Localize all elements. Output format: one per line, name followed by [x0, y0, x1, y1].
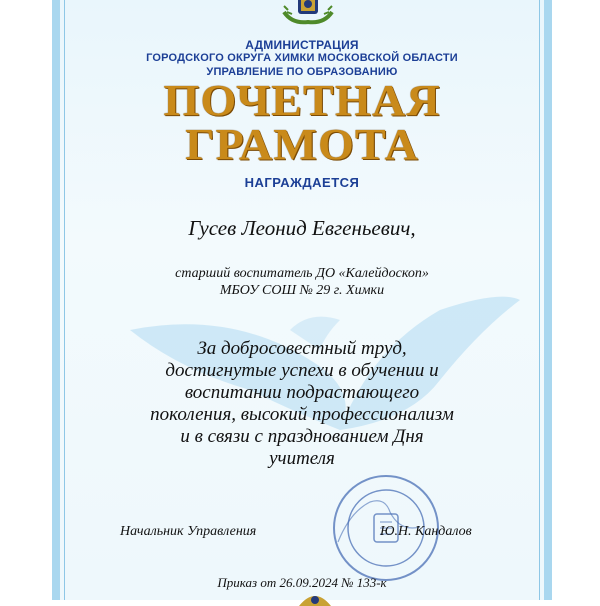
- reason-line: достигнутые успехи в обучении и: [165, 360, 439, 381]
- signature-name: Ю.Н. Кандалов: [380, 524, 472, 539]
- title-line-2: ГРАМОТА: [185, 120, 419, 169]
- recipient-name: Гусев Леонид Евгеньевич,: [188, 216, 416, 240]
- reason-line: учителя: [269, 448, 335, 469]
- bottom-emblem-icon: [295, 586, 335, 606]
- recipient-school: МБОУ СОШ № 29 г. Химки: [219, 283, 385, 298]
- coat-of-arms-icon: [278, 0, 338, 26]
- recipient-position: старший воспитатель ДО «Калейдоскоп»: [175, 266, 429, 281]
- awarded-label: НАГРАЖДАЕТСЯ: [244, 175, 360, 190]
- reason-line: воспитании подрастающего: [184, 382, 420, 403]
- header-administration: АДМИНИСТРАЦИЯ: [245, 38, 359, 52]
- order-reference: Приказ от 26.09.2024 № 133-к: [217, 575, 387, 590]
- reason-line: За добросовестный труд,: [197, 338, 407, 359]
- title-line-1: ПОЧЕТНАЯ: [163, 76, 441, 125]
- signature-title: Начальник Управления: [120, 524, 257, 539]
- header-district: ГОРОДСКОГО ОКРУГА ХИМКИ МОСКОВСКОЙ ОБЛАСТИ: [146, 52, 458, 64]
- award-reason: [70, 338, 534, 470]
- reason-line: и в связи с празднованием Дня: [180, 426, 424, 447]
- header-department: УПРАВЛЕНИЕ ПО ОБРАЗОВАНИЮ: [206, 66, 398, 78]
- reason-line: поколения, высокий профессионализм: [150, 404, 454, 425]
